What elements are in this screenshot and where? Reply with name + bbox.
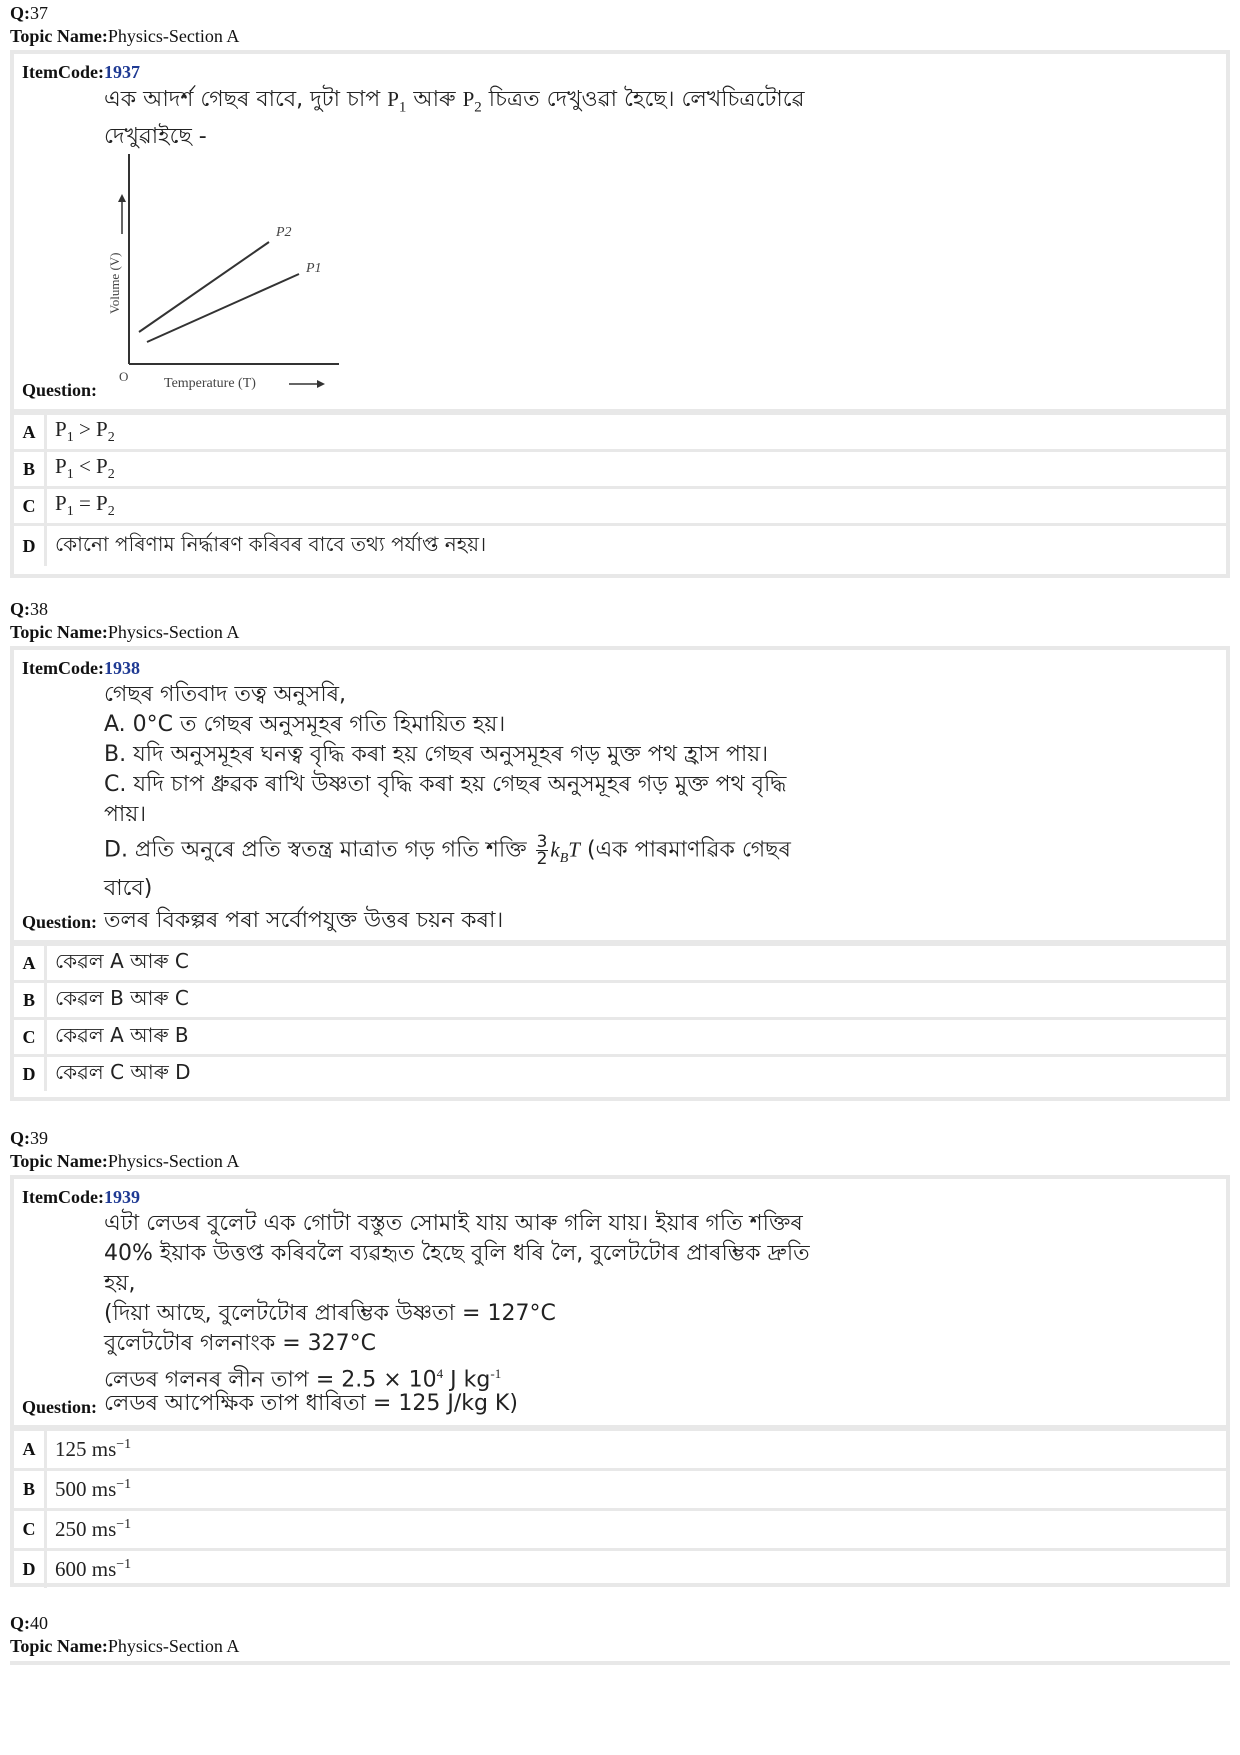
- question-number: 38: [30, 599, 48, 619]
- stem-line: লেডৰ গলনৰ লীন তাপ = $2.5 \times 10^4$ J $kg^{-1}$: [104, 1366, 502, 1393]
- option-letter: B: [14, 452, 47, 486]
- itemcode-value: 1939: [103, 1187, 140, 1207]
- option-text: কেৱল A আৰু B: [55, 1022, 189, 1047]
- stem-line: পায়।: [104, 802, 147, 827]
- y-axis-label: Volume (V): [107, 252, 122, 314]
- question-body: [14, 650, 1226, 943]
- stem-line: বুলেটটোৰ গলনাংক = 327°C: [104, 1331, 377, 1356]
- y-arrow-head: [118, 194, 126, 202]
- stem-line: 40% ইয়াক উত্তপ্ত কৰিবলৈ ব্যৱহৃত হৈছে বুলি ধৰি লৈ, বুলেটটোৰ প্ৰাৰম্ভিক দ্ৰুতি: [104, 1241, 810, 1266]
- option-letter: D: [14, 1551, 47, 1588]
- option-c[interactable]: [14, 1017, 1226, 1054]
- stem-line: (দিয়া আছে, বুলেটটোৰ প্ৰাৰম্ভিক উষ্ণতা = 127°C: [104, 1301, 556, 1326]
- option-text: কেৱল C আৰু D: [55, 1059, 191, 1084]
- question-body: [14, 54, 1226, 412]
- question-text: তলৰ বিকল্পৰ পৰা সৰ্বোপযুক্ত উত্তৰ চয়ন কৰা।: [104, 908, 504, 933]
- line-label-p2: P2: [276, 225, 292, 240]
- q-prefix: Q:: [10, 599, 30, 619]
- option-text: কেৱল A আৰু C: [55, 948, 189, 973]
- stem-text: এক আদৰ্শ গেছৰ বাবে, দুটা চাপ: [104, 87, 388, 112]
- itemcode-label: ItemCode:: [22, 1187, 104, 1207]
- option-a[interactable]: [14, 1428, 1226, 1468]
- question-number: 37: [30, 3, 48, 23]
- option-b[interactable]: [14, 1468, 1226, 1508]
- question-card-38: [10, 646, 1230, 1101]
- stem-line: D. প্ৰতি অনুৰে প্ৰতি স্বতন্ত্ৰ মাত্ৰাত গড় গতি শক্তি $\frac{3}{2}$ $k_BT$ (এক পাৰমাণৱিক গেছৰ: [104, 832, 791, 869]
- question-header-40: [10, 1612, 239, 1658]
- itemcode-label: ItemCode:: [22, 62, 104, 82]
- topic-name: Physics-Section A: [107, 622, 240, 642]
- option-c[interactable]: [14, 1508, 1226, 1548]
- question-text: লেডৰ আপেক্ষিক তাপ ধাৰিতা = 125 J/kg K): [104, 1391, 518, 1416]
- origin-label: O: [119, 369, 129, 384]
- question-label: Question:: [22, 380, 98, 400]
- question-stem: [104, 680, 791, 904]
- itemcode: [22, 62, 140, 83]
- topic-name: Physics-Section A: [107, 1151, 240, 1171]
- option-c[interactable]: [14, 486, 1226, 523]
- option-text: 600 $ms^{-1}$: [55, 1557, 132, 1581]
- itemcode: [22, 658, 140, 679]
- topic-label: Topic Name:: [10, 26, 108, 46]
- topic-name: Physics-Section A: [107, 26, 240, 46]
- stem-line: C. যদি চাপ ধ্ৰুৱক ৰাখি উষ্ণতা বৃদ্ধি কৰা হয় গেছৰ অনুসমূহৰ গড় মুক্ত পথ বৃদ্ধি: [104, 772, 787, 797]
- option-letter: C: [14, 1511, 47, 1548]
- question-stem: [104, 1209, 810, 1395]
- stem-line: এটা লেডৰ বুলেট এক গোটা বস্তুত সোমাই যায় আৰু গলি যায়। ইয়াৰ গতি শক্তিৰ: [104, 1211, 803, 1236]
- option-text: কোনো পৰিণাম নিৰ্দ্ধাৰণ কৰিবৰ বাবে তথ্য পৰ্যাপ্ত নহয়।: [55, 531, 487, 556]
- topic-name: Physics-Section A: [107, 1636, 240, 1656]
- option-b[interactable]: [14, 449, 1226, 486]
- question-stem: [104, 84, 805, 152]
- q-prefix: Q:: [10, 1613, 30, 1633]
- itemcode-value: 1937: [103, 62, 140, 82]
- itemcode-label: ItemCode:: [22, 658, 104, 678]
- stem-text: দেখুৱাইছে -: [104, 124, 207, 150]
- volume-temperature-graph: [99, 144, 359, 399]
- option-letter: C: [14, 1020, 47, 1054]
- stem-line: A. 0°C ত গেছৰ অনুসমূহৰ গতি হিমায়িত হয়।: [104, 712, 506, 737]
- option-text: $P_1 > P_2$: [55, 417, 115, 446]
- line-label-p1: P1: [306, 261, 322, 276]
- option-d[interactable]: [14, 1548, 1226, 1588]
- option-letter: A: [14, 1431, 47, 1468]
- option-text: 125 $ms^{-1}$: [55, 1437, 132, 1461]
- topic-label: Topic Name:: [10, 1636, 108, 1656]
- option-d[interactable]: [14, 523, 1226, 566]
- question-header-39: [10, 1127, 239, 1173]
- stem-line: গেছৰ গতিবাদ তত্ব অনুসৰি,: [104, 682, 346, 707]
- itemcode: [22, 1187, 140, 1208]
- option-d[interactable]: [14, 1054, 1226, 1091]
- option-letter: C: [14, 489, 47, 523]
- stem-symbol: P: [387, 87, 399, 111]
- line-p1: [147, 274, 299, 342]
- question-label: Question:: [22, 1397, 98, 1417]
- question-card-37: [10, 50, 1230, 578]
- stem-line: B. যদি অনুসমূহৰ ঘনত্ব বৃদ্ধি কৰা হয় গেছৰ অনুসমূহৰ গড় মুক্ত পথ হ্ৰাস পায়।: [104, 742, 769, 767]
- option-letter: D: [14, 526, 47, 566]
- question-body: [14, 1179, 1226, 1428]
- option-text: 500 $ms^{-1}$: [55, 1477, 132, 1501]
- q-prefix: Q:: [10, 3, 30, 23]
- option-letter: A: [14, 415, 47, 449]
- stem-line: বাবে): [104, 875, 153, 901]
- card-top-border: [10, 1661, 1230, 1665]
- stem-text: আৰু: [406, 87, 463, 112]
- fraction: $\frac{3}{2}$: [536, 832, 548, 869]
- option-a[interactable]: [14, 943, 1226, 980]
- option-text: $P_1 = P_2$: [55, 491, 115, 520]
- x-axis-label: Temperature (T): [164, 376, 256, 391]
- x-arrow-head: [317, 380, 325, 388]
- option-letter: B: [14, 1471, 47, 1508]
- question-label: Question:: [22, 912, 98, 932]
- option-text: কেৱল B আৰু C: [55, 985, 189, 1010]
- question-number: 40: [30, 1613, 48, 1633]
- option-text: $P_1 < P_2$: [55, 454, 115, 483]
- stem-subscript: 1: [398, 99, 407, 116]
- option-b[interactable]: [14, 980, 1226, 1017]
- stem-symbol: P: [462, 87, 475, 111]
- stem-subscript: 2: [474, 99, 482, 116]
- stem-line: হয়,: [104, 1271, 136, 1296]
- option-text: 250 $ms^{-1}$: [55, 1517, 132, 1541]
- line-p2: [139, 242, 269, 332]
- question-card-39: [10, 1175, 1230, 1587]
- option-a[interactable]: [14, 412, 1226, 449]
- question-header-38: [10, 598, 239, 644]
- stem-text: চিত্ৰত দেখুওৱা হৈছে। লেখচিত্ৰটোৱে: [481, 87, 805, 112]
- question-header-37: [10, 2, 239, 48]
- topic-label: Topic Name:: [10, 1151, 108, 1171]
- topic-label: Topic Name:: [10, 622, 108, 642]
- option-letter: D: [14, 1057, 47, 1091]
- q-prefix: Q:: [10, 1128, 30, 1148]
- option-letter: B: [14, 983, 47, 1017]
- option-letter: A: [14, 946, 47, 980]
- itemcode-value: 1938: [103, 658, 140, 678]
- question-number: 39: [30, 1128, 48, 1148]
